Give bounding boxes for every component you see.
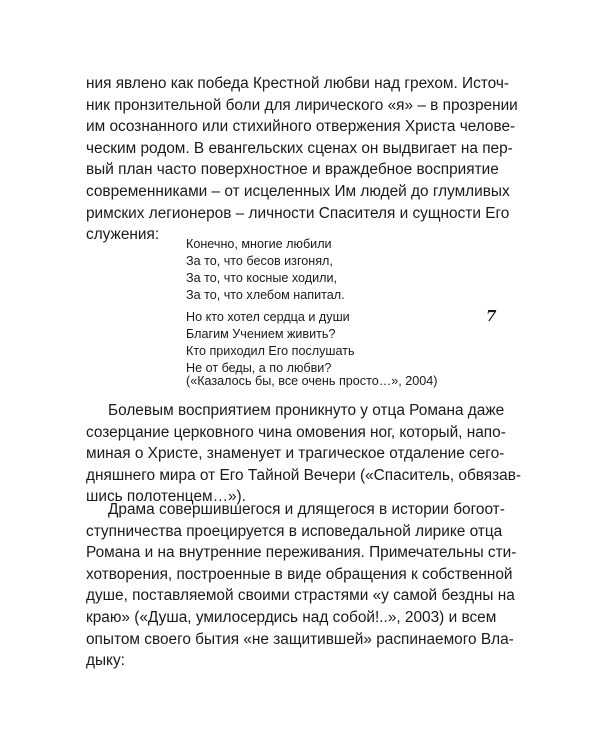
verse-line: За то, что косные ходили, <box>186 270 338 285</box>
paragraph-3 <box>86 499 517 672</box>
text-line: ступничества проецируется в исповедальной лирике отца <box>86 522 503 540</box>
verse-line: Не от беды, а по любви? <box>186 360 332 375</box>
text-line: ческим родом. В евангельских сценах он выдвигает на пер- <box>86 139 513 157</box>
paragraph-1 <box>86 73 518 246</box>
verse-line: Конечно, многие любили <box>186 237 332 251</box>
poem-stanza-1 <box>186 236 345 304</box>
text-line: краю» («Душа, умилосердись над собой!..», 2003) и всем <box>86 608 497 626</box>
text-line: хотворения, построенные в виде обращения к собственной <box>86 565 513 583</box>
paragraph-2 <box>86 400 522 508</box>
text-line: созерцание церковного чина омовения ног, который, напо- <box>86 423 506 441</box>
text-line: римских легионеров – личности Спасителя и сущности Его <box>86 204 510 222</box>
verse-line: За то, что бесов изгонял, <box>186 253 333 268</box>
text-line: Романа и на внутренние переживания. Примечательны сти- <box>86 544 517 562</box>
verse-line: Кто приходил Его послушать <box>186 343 355 358</box>
text-line: дыку: <box>86 652 125 670</box>
text-line: дняшнего мира от Его Тайной Вечери («Спаситель, обвязав- <box>86 466 522 484</box>
text-line: ния явлено как победа Крестной любви над грехом. Источ- <box>86 75 510 92</box>
text-line: современниками – от исцеленных Им людей до глумливых <box>86 182 510 200</box>
text-line: вый план часто поверхностное и враждебное восприятие <box>86 161 499 179</box>
text-line: Драма совершившегося и длящегося в истории богоот- <box>108 501 505 518</box>
text-line: служения: <box>86 226 160 244</box>
text-line: Болевым восприятием проникнуто у отца Романа даже <box>108 402 505 419</box>
citation-text: («Казалось бы, все очень просто…», 2004) <box>186 374 438 388</box>
poem-source-citation <box>186 373 438 390</box>
text-line: им осознанного или стихийного отвержения Христа челове- <box>86 118 516 136</box>
verse-line: Благим Учением живить? <box>186 326 336 341</box>
verse-line: За то, что хлебом напитал. <box>186 287 345 302</box>
poem-stanza-2 <box>186 309 355 377</box>
text-line: душе, поставляемой своими страстями «у самой бездны на <box>86 587 515 605</box>
verse-line: Но кто хотел сердца и души <box>186 310 350 324</box>
text-line: ник пронзительной боли для лирического «я» – в прозрении <box>86 96 518 114</box>
page-number: 7 <box>486 307 497 325</box>
text-line: шись полотенцем…»). <box>86 488 246 506</box>
text-line: опытом своего бытия «не защитившей» распинаемого Вла- <box>86 630 514 648</box>
text-line: миная о Христе, знаменует и трагическое отдаление сего- <box>86 445 505 463</box>
